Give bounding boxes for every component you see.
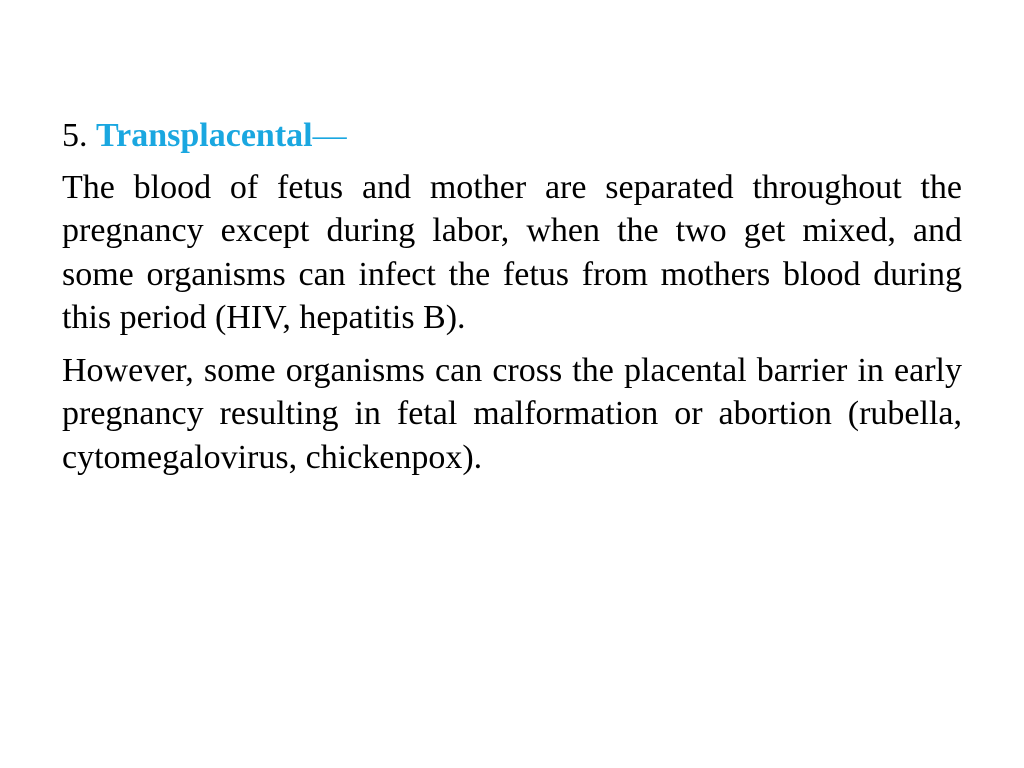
paragraph-blood-separation: The blood of fetus and mother are separated throughout the pregnancy except during labor, when the two get mixed, and some organisms can infect the fetus from mothers blood during this period (HIV, hepatitis B). <box>62 168 962 336</box>
heading-dash: — <box>312 117 347 154</box>
slide-content <box>62 114 962 488</box>
section-heading <box>62 114 962 158</box>
paragraph-placental-barrier: However, some organisms can cross the placental barrier in early pregnancy resulting in fetal malformation or abortion (rubella, cytomegalovirus, chickenpox). <box>62 351 962 476</box>
heading-title: Transplacental <box>96 117 313 154</box>
heading-number: 5. <box>62 117 88 154</box>
